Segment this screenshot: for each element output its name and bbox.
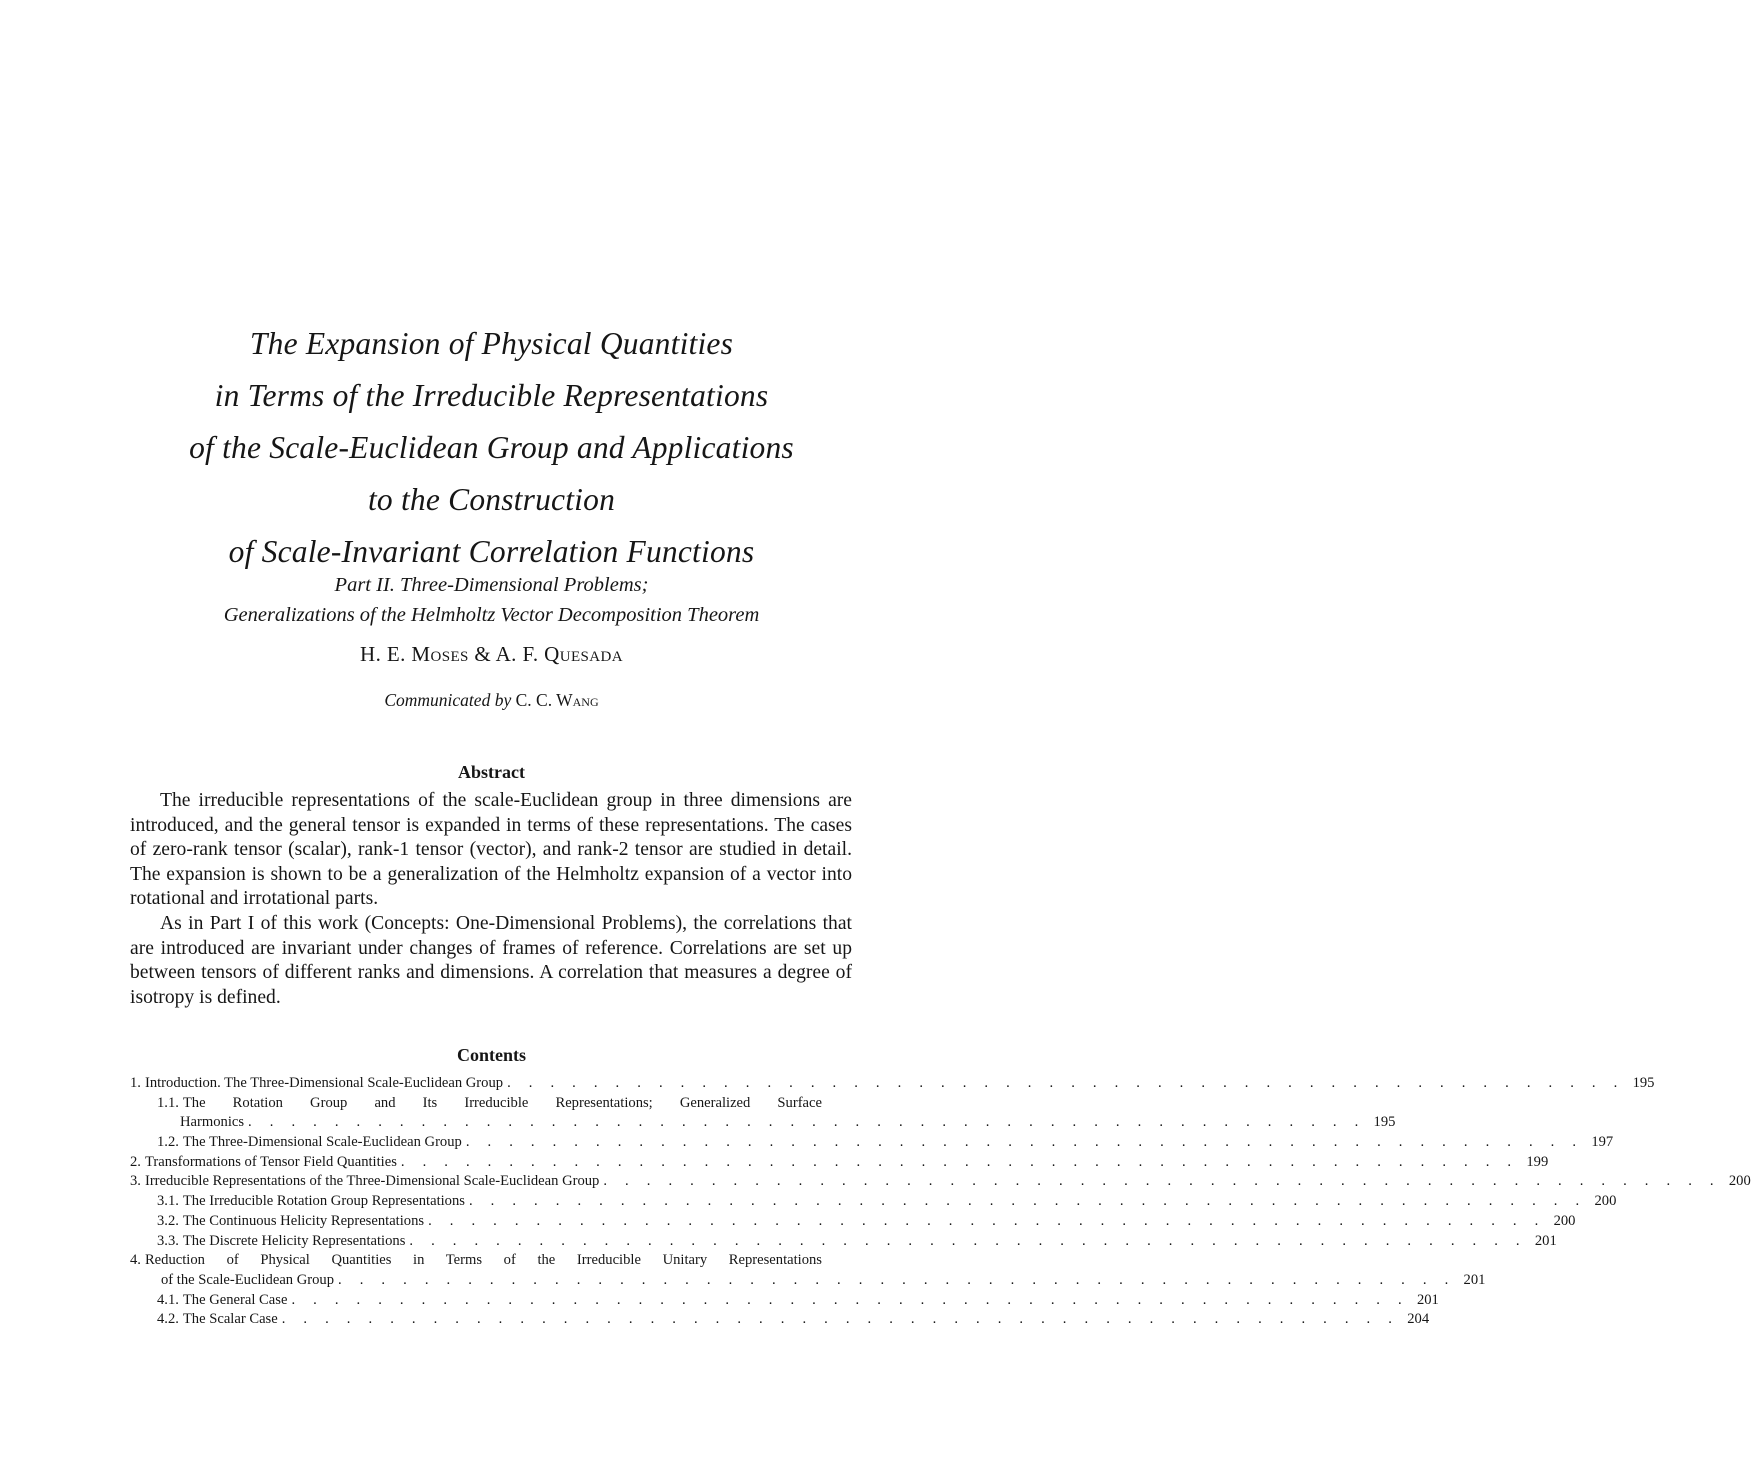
toc-title: Transformations of Tensor Field Quantities <box>144 1153 397 1170</box>
toc-page-number: 195 <box>1373 1114 1396 1131</box>
toc-page-number: 201 <box>1463 1271 1486 1288</box>
paper-title <box>0 318 983 578</box>
toc-number: 4. <box>130 1252 141 1269</box>
toc-title: Reduction of Physical Quantities in Terms of the Irreducible Unitary Representations <box>144 1252 822 1269</box>
toc-leader: . . . . . . . . . . . . . . . . . . . . . . . . . . . . . . . . . . . . . . . . . . . . . . . . . . . . <box>281 1311 1400 1328</box>
toc-number: 4.1. <box>157 1291 179 1308</box>
abstract-paragraph: As in Part I of this work (Concepts: One-Dimensional Problems), the correlations that are introduced are invariant under changes of frames of reference. Correlations are set up between tensors of different ranks and dimensions. A correlation that measures a degree of isotropy is defined. <box>130 912 852 1008</box>
toc-entry <box>130 1252 852 1272</box>
title-line: of Scale-Invariant Correlation Functions <box>228 534 755 569</box>
toc-number: 4.2. <box>157 1311 179 1328</box>
toc-entry <box>130 1095 852 1115</box>
communicated-prefix: Communicated by <box>384 690 512 710</box>
toc-title: The Irreducible Rotation Group Representations <box>182 1193 465 1210</box>
toc-number: 3.2. <box>157 1212 179 1229</box>
toc-number: 1.2. <box>157 1134 179 1151</box>
toc-leader: . . . . . . . . . . . . . . . . . . . . . . . . . . . . . . . . . . . . . . . . . . . . . . . . . . . . <box>291 1291 1409 1308</box>
toc-leader: . . . . . . . . . . . . . . . . . . . . . . . . . . . . . . . . . . . . . . . . . . . . . . . . . . . . <box>468 1193 1587 1210</box>
toc-title: The General Case <box>182 1291 288 1308</box>
author-list: H. E. Moses & A. F. Quesada <box>360 642 623 666</box>
toc-entry <box>130 1193 1617 1213</box>
toc-entry <box>130 1075 1655 1095</box>
toc-title: The Continuous Helicity Representations <box>182 1212 425 1229</box>
toc-entry <box>130 1173 1751 1193</box>
toc-title: Introduction. The Three-Dimensional Scale-Euclidean Group <box>144 1075 504 1091</box>
toc-title: The Three-Dimensional Scale-Euclidean Group <box>182 1134 462 1151</box>
toc-leader: . . . . . . . . . . . . . . . . . . . . . . . . . . . . . . . . . . . . . . . . . . . . . . . . . . . . <box>248 1114 1366 1131</box>
toc-number: 3.1. <box>157 1193 179 1210</box>
toc-page-number: 201 <box>1416 1291 1439 1308</box>
toc-leader: . . . . . . . . . . . . . . . . . . . . . . . . . . . . . . . . . . . . . . . . . . . . . . . . . . . . <box>507 1075 1625 1091</box>
toc-entry <box>130 1114 1396 1134</box>
toc-page-number: 204 <box>1407 1311 1430 1328</box>
toc-number: 3. <box>130 1173 141 1190</box>
abstract-body <box>130 789 852 1010</box>
paper-subtitle <box>0 570 983 630</box>
title-line: The Expansion of Physical Quantities <box>249 326 734 361</box>
title-line: to the Construction <box>367 482 616 517</box>
toc-page-number: 200 <box>1594 1193 1617 1210</box>
toc-page-number: 200 <box>1728 1173 1751 1190</box>
toc-title: Irreducible Representations of the Three-Dimensional Scale-Euclidean Group <box>144 1173 600 1190</box>
toc-title: The Rotation Group and Its Irreducible Representations; Generalized Surface <box>182 1094 822 1111</box>
toc-leader: . . . . . . . . . . . . . . . . . . . . . . . . . . . . . . . . . . . . . . . . . . . . . . . . . . . . <box>428 1212 1546 1229</box>
toc-number: 1.1. <box>157 1094 179 1111</box>
subtitle-line: Generalizations of the Helmholtz Vector Decomposition Theorem <box>223 604 760 626</box>
toc-title: The Discrete Helicity Representations <box>182 1232 406 1249</box>
toc-page-number: 197 <box>1591 1134 1614 1151</box>
toc-page-number: 200 <box>1553 1212 1576 1229</box>
toc-page-number: 195 <box>1632 1075 1655 1091</box>
toc-number: 2. <box>130 1153 141 1170</box>
communicated-by <box>0 690 983 711</box>
toc-leader: . . . . . . . . . . . . . . . . . . . . . . . . . . . . . . . . . . . . . . . . . . . . . . . . . . . . <box>409 1232 1527 1249</box>
subtitle-line: Part II. Three-Dimensional Problems; <box>334 574 649 596</box>
toc-number: 3.3. <box>157 1232 179 1249</box>
toc-entry <box>130 1212 1576 1233</box>
toc-entry <box>130 1232 1557 1253</box>
toc-leader: . . . . . . . . . . . . . . . . . . . . . . . . . . . . . . . . . . . . . . . . . . . . . . . . . . . . <box>400 1153 1519 1170</box>
toc-leader: . . . . . . . . . . . . . . . . . . . . . . . . . . . . . . . . . . . . . . . . . . . . . . . . . . . . <box>465 1134 1584 1151</box>
toc-title: of the Scale-Euclidean Group <box>161 1271 335 1288</box>
table-of-contents <box>130 1075 1751 1331</box>
toc-page-number: 201 <box>1534 1232 1557 1249</box>
toc-page-number: 199 <box>1526 1153 1549 1170</box>
toc-title: The Scalar Case <box>182 1311 278 1328</box>
toc-entry <box>130 1311 1430 1331</box>
toc-entry <box>130 1134 1614 1154</box>
title-line: of the Scale-Euclidean Group and Applications <box>189 430 794 465</box>
abstract-paragraph: The irreducible representations of the scale-Euclidean group in three dimensions are introduced, and the general tensor is expanded in terms of these representations. The cases of zero-rank tensor (scalar), rank-1 tensor (vector), and rank-2 tensor are studied in detail. The expansion is shown to be a generalization of the Helmholtz expansion of a vector into rotational and irrotational parts. <box>130 790 852 910</box>
toc-leader: . . . . . . . . . . . . . . . . . . . . . . . . . . . . . . . . . . . . . . . . . . . . . . . . . . . . <box>338 1271 1456 1288</box>
toc-number: 1. <box>130 1075 141 1091</box>
toc-title: Harmonics <box>180 1114 245 1131</box>
communicated-name: C. C. Wang <box>515 690 599 710</box>
abstract-heading: Abstract <box>458 762 525 782</box>
toc-entry <box>130 1291 1439 1312</box>
contents-heading: Contents <box>456 1045 526 1065</box>
title-line: in Terms of the Irreducible Representations <box>214 378 769 413</box>
toc-leader: . . . . . . . . . . . . . . . . . . . . . . . . . . . . . . . . . . . . . . . . . . . . . . . . . . . . <box>603 1173 1721 1190</box>
toc-entry <box>130 1153 1549 1174</box>
toc-entry <box>130 1271 1486 1292</box>
